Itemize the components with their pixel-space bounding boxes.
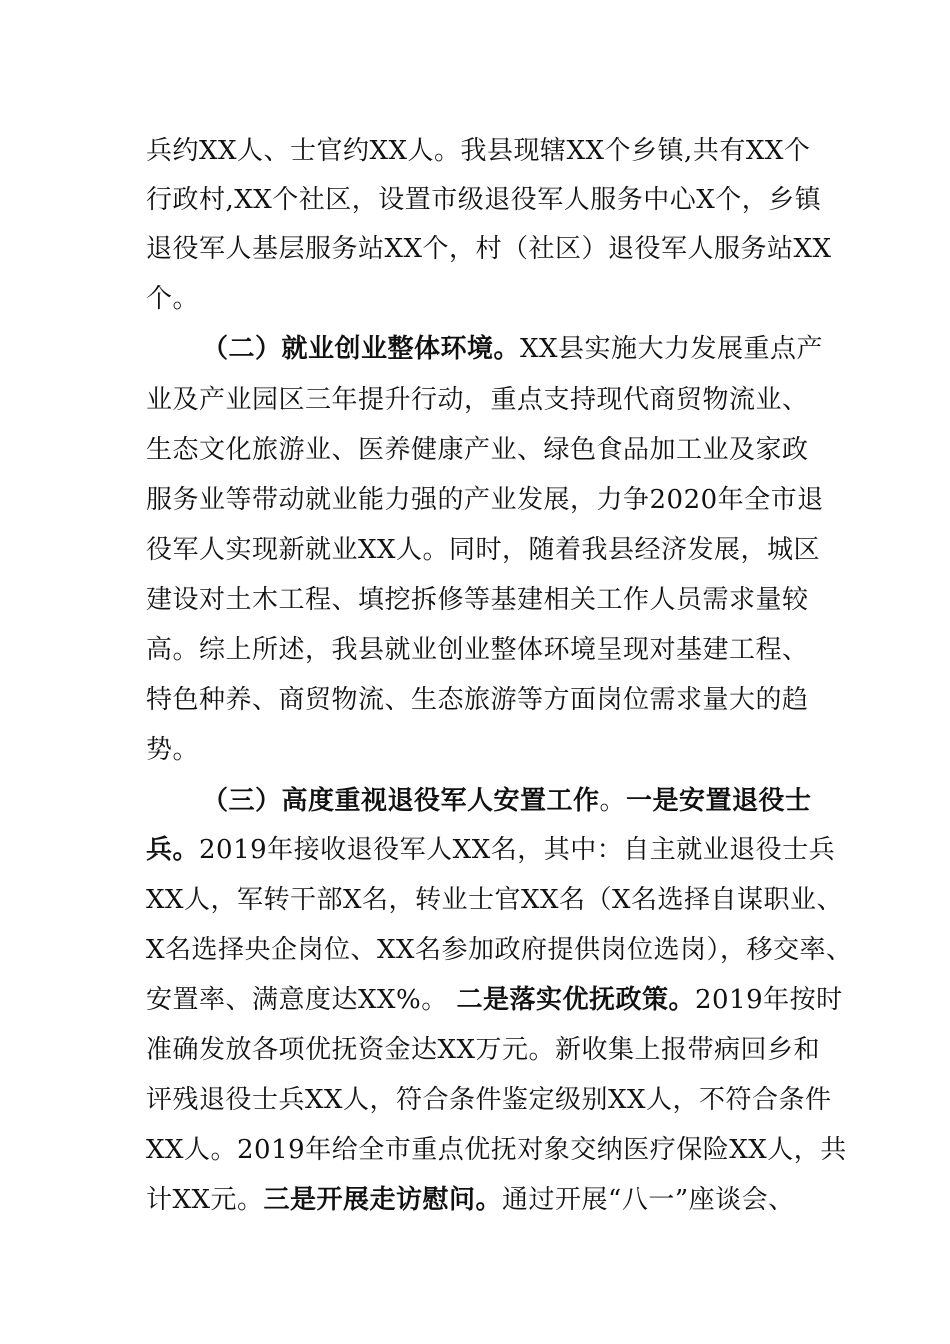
text-run: 业及产业园区三年提升行动，重点支持现代商贸物流业、 xyxy=(146,385,809,415)
text-run: 评残退役士兵XX人，符合条件鉴定级别XX人，不符合条件 xyxy=(146,1085,832,1115)
text-line xyxy=(146,134,810,168)
text-line xyxy=(146,533,820,567)
text-run: 役军人实现新就业XX人。同时，随着我县经济发展，城区 xyxy=(146,535,821,565)
text-run: 计XX元。 xyxy=(146,1185,264,1215)
text-run: 2019年按时 xyxy=(695,985,843,1015)
text-run: XX人。2019年给全市重点优抚对象交纳医疗保险XX人，共 xyxy=(146,1135,847,1165)
text-line xyxy=(146,583,809,617)
text-run: 准确发放各项优抚资金达XX万元。新收集上报带病回乡和 xyxy=(146,1035,821,1065)
text-line xyxy=(146,1083,832,1117)
text-run: 服务业等带动就业能力强的产业发展，力争2020年全市退 xyxy=(146,485,824,515)
text-line xyxy=(146,683,809,717)
text-run: 建设对土木工程、填挖拆修等基建相关工作人员需求量较 xyxy=(146,585,809,615)
section-heading: （三）高度重视退役军人安置工作 xyxy=(202,786,600,816)
text-line xyxy=(146,282,199,316)
text-line xyxy=(146,1183,795,1217)
text-run: 通过开展“八一”座谈会、 xyxy=(502,1185,795,1215)
section-heading: （二）就业创业整体环境。 xyxy=(202,334,521,364)
bold-phrase: 兵。 xyxy=(146,835,200,865)
section-heading-line xyxy=(202,784,812,818)
text-line xyxy=(146,383,809,417)
text-line xyxy=(146,833,835,867)
text-run: 安置率、满意度达XX%。 xyxy=(146,985,457,1015)
text-line xyxy=(146,1033,820,1067)
text-run: 行政村,XX个社区，设置市级退役军人服务中心X个，乡镇 xyxy=(146,185,822,215)
text-line xyxy=(146,433,809,467)
text-run: 势。 xyxy=(146,735,200,765)
text-line xyxy=(146,633,809,667)
bold-phrase: 二是落实优抚政策。 xyxy=(456,985,696,1015)
text-line xyxy=(146,183,821,217)
text-run: 兵约XX人、士官约XX人。我县现辖XX个乡镇,共有XX个 xyxy=(146,136,811,166)
text-run: 。 xyxy=(599,786,627,816)
text-line xyxy=(146,883,843,917)
text-line xyxy=(146,1133,847,1167)
section-heading-line xyxy=(202,332,823,366)
text-run: 退役军人基层服务站XX个，村（社区）退役军人服务站XX xyxy=(146,234,832,264)
text-run: 个。 xyxy=(146,284,200,314)
text-line xyxy=(146,933,853,967)
text-line xyxy=(146,733,199,767)
text-run: X名选择央企岗位、XX名参加政府提供岗位选岗），移交率、 xyxy=(146,935,853,965)
text-run: 高。综上所述，我县就业创业整体环境呈现对基建工程、 xyxy=(146,635,809,665)
text-run: 特色种养、商贸物流、生态旅游等方面岗位需求量大的趋 xyxy=(146,685,809,715)
text-run: XX人，军转干部X名，转业士官XX名（X名选择自谋职业、 xyxy=(146,885,844,915)
text-line xyxy=(146,483,824,517)
text-run: XX县实施大力发展重点产 xyxy=(520,334,824,364)
text-line xyxy=(146,232,832,266)
text-line xyxy=(146,983,843,1017)
bold-phrase: 一是安置退役士 xyxy=(626,786,812,816)
text-run: 生态文化旅游业、医养健康产业、绿色食品加工业及家政 xyxy=(146,435,809,465)
text-run: 2019年接收退役军人XX名，其中：自主就业退役士兵 xyxy=(199,835,836,865)
bold-phrase: 三是开展走访慰问。 xyxy=(263,1185,503,1215)
